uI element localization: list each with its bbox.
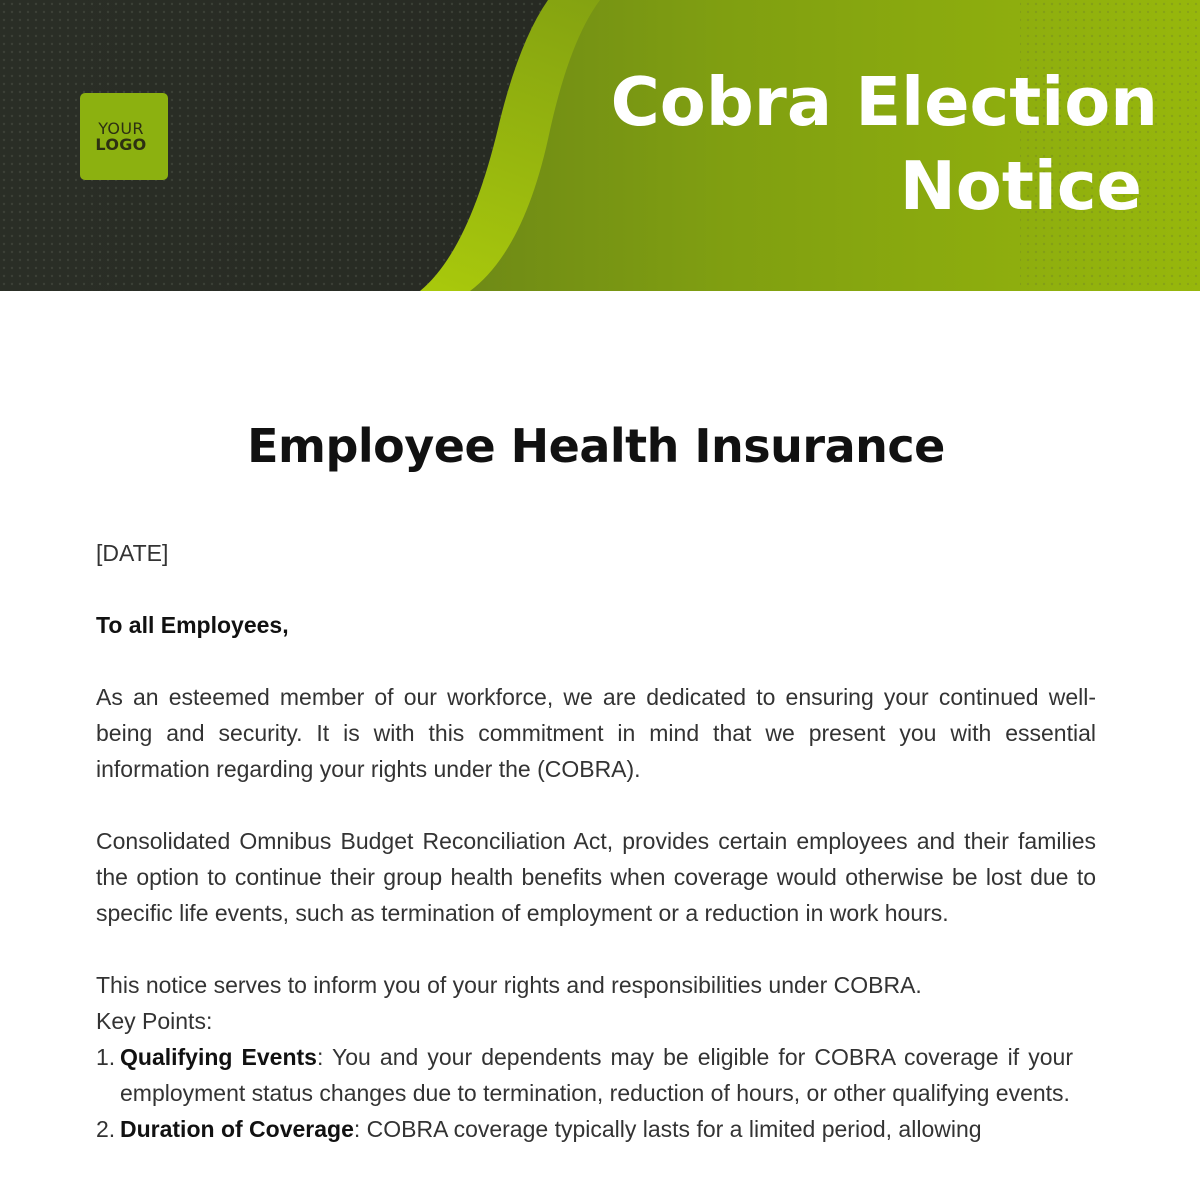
list-item — [96, 1111, 1073, 1147]
list-item-title: Duration of Coverage — [120, 1116, 354, 1142]
list-item — [96, 1039, 1073, 1111]
notice-intro: This notice serves to inform you of your rights and responsibilities under COBRA. — [96, 972, 922, 998]
logo-line2: LOGO — [95, 134, 147, 154]
document-body — [96, 412, 1096, 1147]
key-points-list — [96, 1039, 1096, 1147]
header-banner — [0, 0, 1200, 291]
salutation: To all Employees, — [96, 612, 289, 638]
document-title: Employee Health Insurance — [247, 419, 945, 473]
list-item-number: 1. — [96, 1044, 116, 1070]
list-item-number: 2. — [96, 1116, 116, 1142]
paragraph-intro: As an esteemed member of our workforce, we are dedicated to ensuring your continued well-being and security. It is with this commitment in mind that we present you with essential information regarding your rights under the (COBRA). — [96, 684, 1096, 782]
list-item-text: : You and your dependents may be eligible for COBRA coverage if your employment status changes due to termination, reduction of hours, or other qualifying events. — [120, 1044, 1074, 1106]
list-item-text: : COBRA coverage typically lasts for a limited period, allowing — [353, 1116, 982, 1142]
date-placeholder: [DATE] — [96, 540, 169, 566]
paragraph-cobra-definition: Consolidated Omnibus Budget Reconciliation Act, provides certain employees and their families the option to continue their group health benefits when coverage would otherwise be lost due to specific life events, such as termination of employment or a reduction in work hours. — [96, 828, 1096, 926]
key-points-label: Key Points: — [96, 1008, 213, 1034]
company-logo — [80, 93, 168, 180]
list-item-title: Qualifying Events — [120, 1044, 317, 1070]
logo-line1: YOUR — [98, 118, 144, 138]
header-title-line1: Cobra Election — [610, 63, 1158, 141]
header-title-line2: Notice — [899, 147, 1142, 225]
header-title — [538, 60, 1158, 228]
